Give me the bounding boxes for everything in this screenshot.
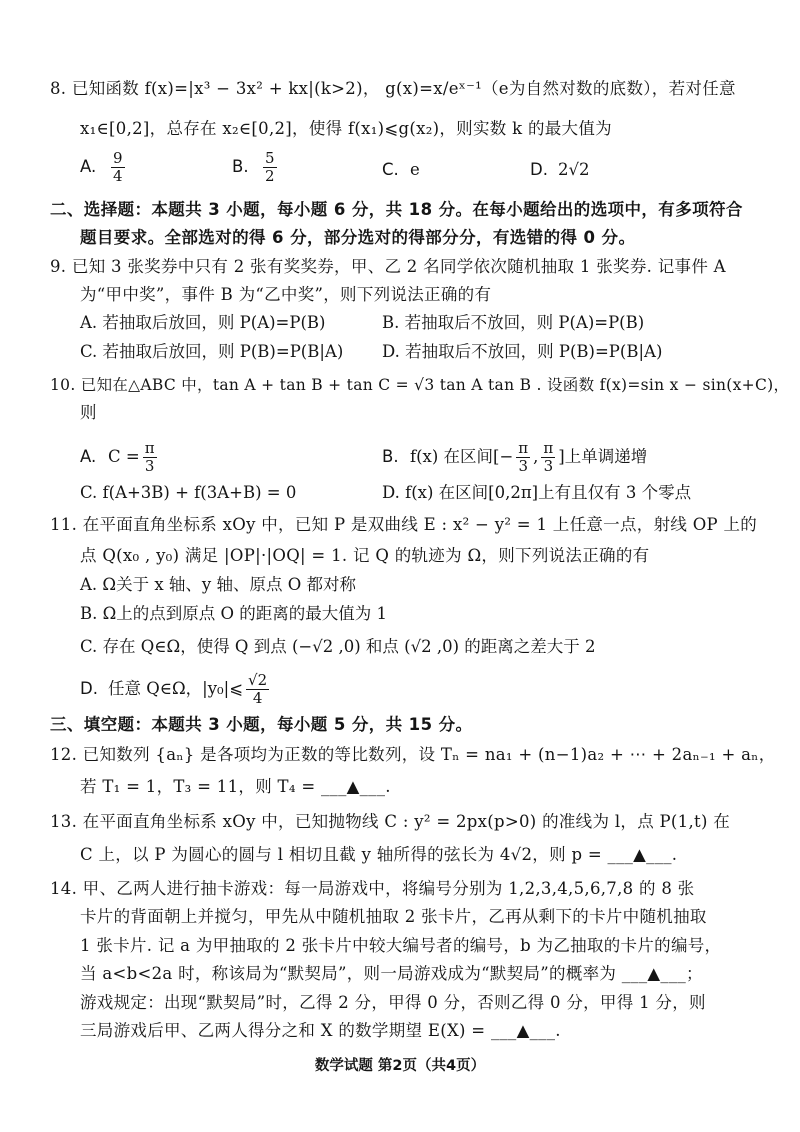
q8-option-c: C. e: [382, 160, 420, 179]
q14-line-6: 三局游戏后甲、乙两人得分之和 X 的数学期望 E(X) = ___▲___.: [80, 1021, 561, 1040]
q10-line-2: 则: [80, 403, 97, 422]
fraction: $\frac{\pi}{3}$: [518, 439, 529, 475]
q14-line-1: 14. 甲、乙两人进行抽卡游戏：每一局游戏中，将编号分别为 1,2,3,4,5,6,7,8 的 8 张: [50, 879, 695, 898]
q14-line-3: 1 张卡片. 记 a 为甲抽取的 2 张卡片中较大编号者的编号，b 为乙抽取的卡片的编号，: [80, 936, 722, 955]
section-3-heading: 三、填空题：本题共 3 小题，每小题 5 分，共 15 分。: [50, 715, 473, 734]
q9-option-d: D. 若抽取后不放回，则 P(B)=P(B|A): [382, 342, 663, 361]
q10-option-d: D. f(x) 在区间[0,2π]上有且仅有 3 个零点: [382, 483, 692, 502]
fraction: $\frac{√2}{4}$: [248, 671, 268, 707]
q8-option-b: B. $\frac{5}{2}$: [232, 149, 275, 185]
q11-line-2: 点 Q(x₀ , y₀) 满足 |OP|·|OQ| = 1. 记 Q 的轨迹为 Ω，则下列说法正确的有: [80, 546, 650, 565]
q8-option-d: D. 2√2: [530, 160, 590, 179]
q9-line-1: 9. 已知 3 张奖券中只有 2 张有奖奖券，甲、乙 2 名同学依次随机抽取 1 张奖券. 记事件 A: [50, 257, 726, 276]
q14-line-4: 当 a<b<2a 时，称该局为“默契局”，则一局游戏成为“默契局”的概率为 ___▲___；: [80, 964, 703, 983]
q9-option-c: C. 若抽取后放回，则 P(B)=P(B|A): [80, 342, 344, 361]
q10-option-c: C. f(A+3B) + f(3A+B) = 0: [80, 483, 297, 502]
q11-option-a: A. Ω关于 x 轴、y 轴、原点 O 都对称: [80, 575, 356, 594]
section-2-desc: 题目要求。全部选对的得 6 分，部分选对的得部分分，有选错的得 0 分。: [80, 228, 636, 247]
q11-option-d: D. 任意 Q∈Ω，|y₀|⩽ $\frac{√2}{4}$: [80, 671, 268, 707]
q11-option-c: C. 存在 Q∈Ω，使得 Q 到点 (−√2 ,0) 和点 (√2 ,0) 的距离之差大于 2: [80, 637, 596, 656]
q9-option-b: B. 若抽取后不放回，则 P(A)=P(B): [382, 313, 645, 332]
q11-line-1: 11. 在平面直角坐标系 xOy 中，已知 P 是双曲线 E : x² − y² = 1 上任意一点，射线 OP 上的: [50, 515, 758, 534]
q14-line-2: 卡片的背面朝上并搅匀，甲先从中随机抽取 2 张卡片，乙再从剩下的卡片中随机抽取: [80, 907, 707, 926]
q12-line-1: 12. 已知数列 {aₙ} 是各项均为正数的等比数列，设 Tₙ = na₁ + (n−1)a₂ + ⋯ + 2aₙ₋₁ + aₙ，: [50, 745, 776, 764]
section-2-heading: 二、选择题：本题共 3 小题，每小题 6 分，共 18 分。在每小题给出的选项中，有多项符合: [50, 200, 743, 219]
fraction: $\frac{5}{2}$: [265, 149, 275, 185]
q11-option-b: B. Ω上的点到原点 O 的距离的最大值为 1: [80, 604, 388, 623]
q13-line-1: 13. 在平面直角坐标系 xOy 中，已知抛物线 C : y² = 2px(p>0) 的准线为 l，点 P(1,t) 在: [50, 812, 731, 831]
q14-line-5: 游戏规定：出现“默契局”时，乙得 2 分，甲得 0 分，否则乙得 0 分，甲得 1 分，则: [80, 993, 706, 1012]
fraction: $\frac{\pi}{3}$: [144, 439, 155, 475]
fraction: $\frac{\pi}{3}$: [543, 439, 554, 475]
q8-line-1: 8. 已知函数 f(x)=|x³ − 3x² + kx|(k>2)， g(x)=x/eˣ⁻¹（e为自然对数的底数），若对任意: [50, 79, 736, 98]
q9-line-2: 为“甲中奖”，事件 B 为“乙中奖”，则下列说法正确的有: [80, 285, 492, 304]
q8-option-a: A. $\frac{9}{4}$: [80, 149, 123, 185]
page-footer: 数学试题 第2页（共4页）: [314, 1058, 486, 1074]
q13-line-2: C 上，以 P 为圆心的圆与 l 相切且截 y 轴所得的弦长为 4√2，则 p = ___▲___.: [80, 845, 678, 864]
q10-line-1: 10. 已知在△ABC 中，tan A + tan B + tan C = √3 tan A tan B . 设函数 f(x)=sin x − sin(x+C)，: [50, 376, 790, 394]
fraction: $\frac{9}{4}$: [113, 149, 123, 185]
q10-option-a: A. C = $\frac{\pi}{3}$: [80, 439, 155, 475]
q12-line-2: 若 T₁ = 1，T₃ = 11，则 T₄ = ___▲___.: [80, 777, 391, 796]
q8-line-2: x₁∈[0,2]，总存在 x₂∈[0,2]，使得 f(x₁)⩽g(x₂)，则实数 k 的最大值为: [80, 119, 612, 138]
q9-option-a: A. 若抽取后放回，则 P(A)=P(B): [80, 313, 326, 332]
q10-option-b: B. f(x) 在区间[− $\frac{\pi}{3}$ , $\frac{\pi}{3}$ ]上单调递增: [382, 439, 648, 475]
